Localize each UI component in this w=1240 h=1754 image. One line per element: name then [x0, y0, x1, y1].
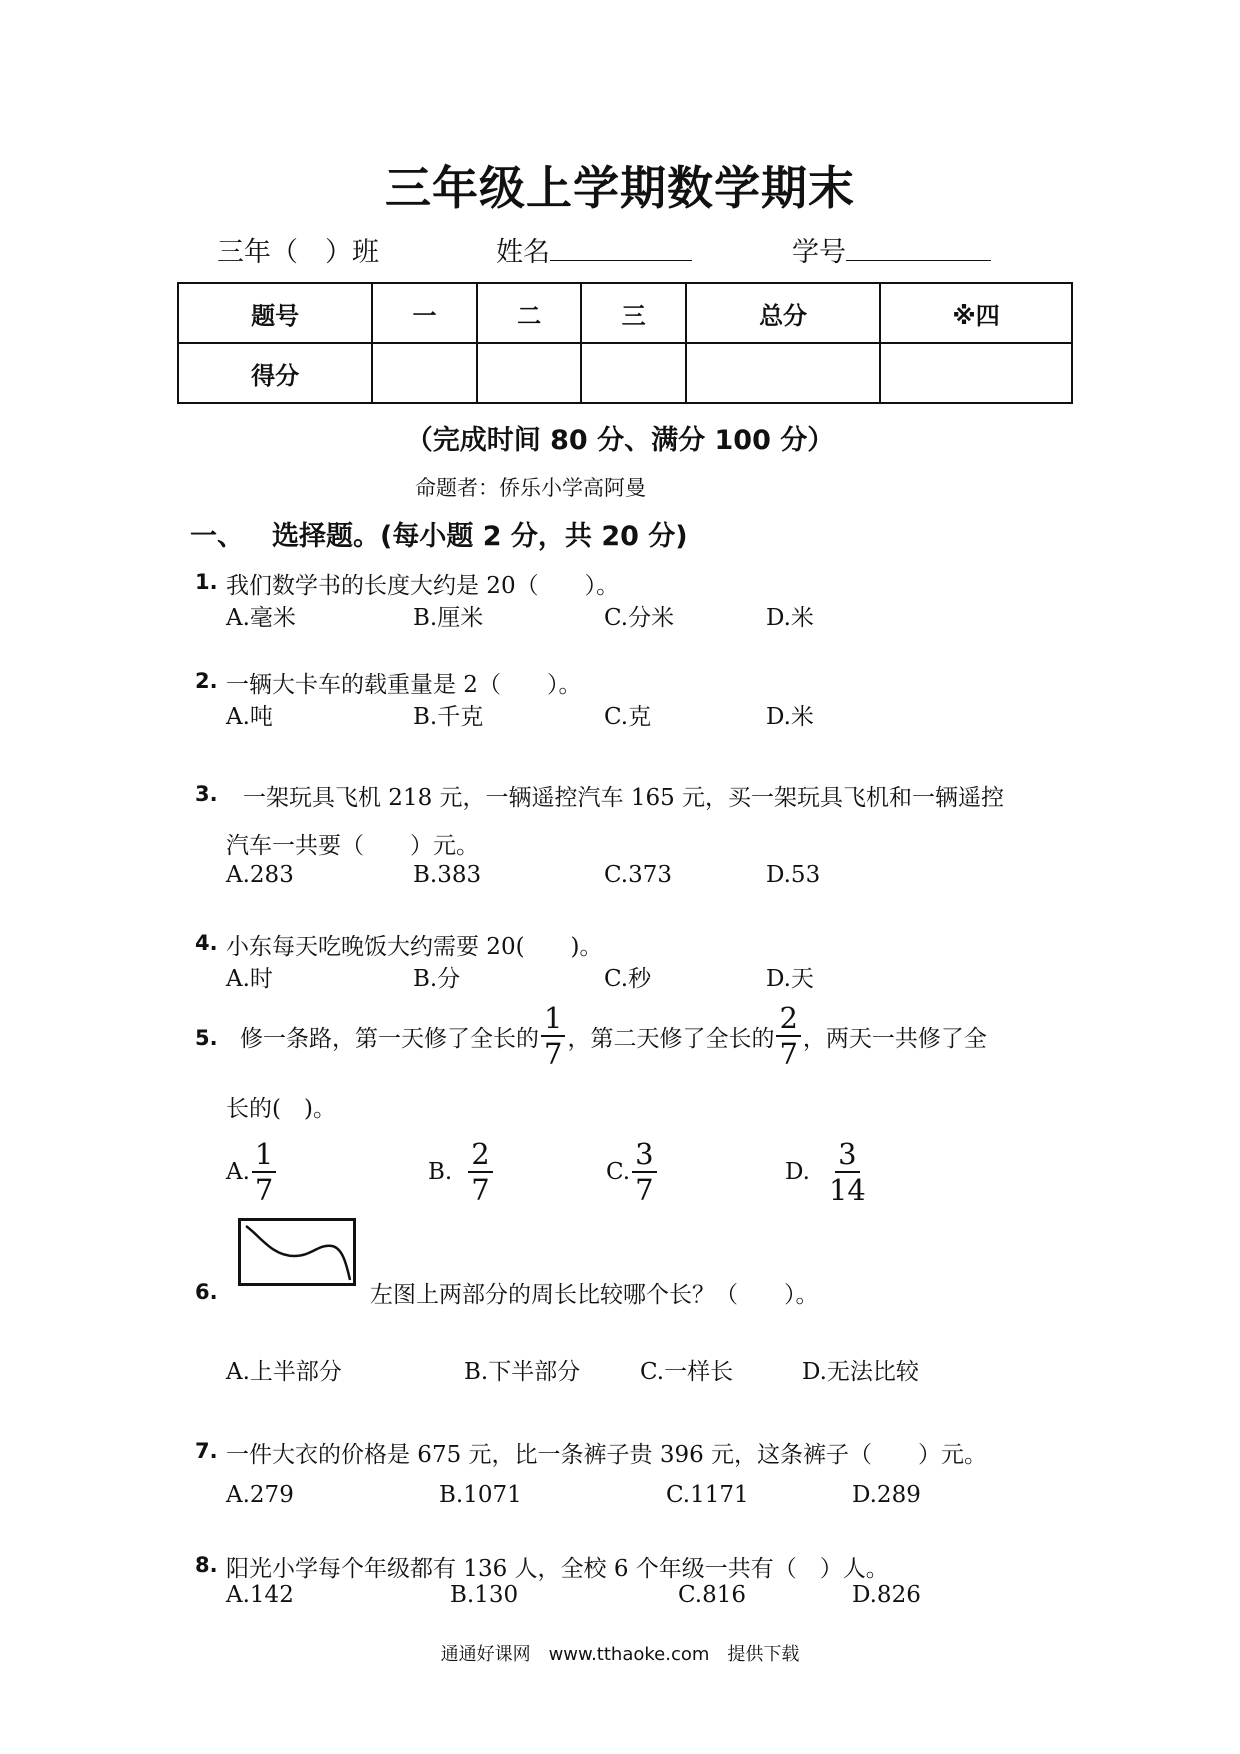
- page-title: 三年级上学期数学期末: [385, 161, 855, 215]
- option[interactable]: C.秒: [604, 966, 652, 992]
- fraction-numerator: 1: [252, 1139, 276, 1173]
- score-header-cell: 二: [477, 283, 582, 343]
- option[interactable]: D.米: [766, 605, 814, 631]
- score-header-cell: 总分: [686, 283, 880, 343]
- fraction: [252, 1136, 276, 1207]
- option-label: C.: [606, 1159, 631, 1185]
- section-title: 选择题。(每小题 2 分，共 20 分): [272, 521, 688, 552]
- option[interactable]: [785, 1132, 871, 1212]
- fraction-denominator: 7: [471, 1173, 490, 1207]
- question-text-part: 修一条路，第一天修了全长的: [240, 1025, 539, 1052]
- question-number: 1.: [195, 570, 218, 594]
- question-number: 5.: [195, 1026, 218, 1050]
- fraction-denominator: 7: [254, 1173, 274, 1207]
- option[interactable]: A.142: [226, 1582, 294, 1608]
- student-id-blank[interactable]: [846, 234, 991, 261]
- option-label: A.: [226, 1159, 250, 1185]
- fraction-denominator: 7: [635, 1173, 654, 1207]
- score-cell[interactable]: [477, 343, 582, 403]
- fraction-denominator: 7: [779, 1037, 798, 1071]
- score-table: [177, 282, 1073, 404]
- rectangle-curve-figure: [238, 1218, 356, 1286]
- name-field: [496, 230, 692, 269]
- option[interactable]: B.分: [413, 966, 461, 992]
- option[interactable]: [226, 1132, 278, 1212]
- option[interactable]: C.一样长: [640, 1359, 734, 1385]
- fraction-numerator: 3: [632, 1139, 656, 1173]
- score-cell[interactable]: [880, 343, 1072, 403]
- question-text: 左图上两部分的周长比较哪个长？（ ）。: [370, 1282, 819, 1308]
- fraction-numerator: 2: [468, 1139, 492, 1173]
- question-text-line2: 汽车一共要（ ）元。: [226, 833, 479, 859]
- question-text: 阳光小学每个年级都有 136 人，全校 6 个年级一共有（ ）人。: [226, 1556, 889, 1582]
- option[interactable]: B.下半部分: [464, 1359, 581, 1385]
- question-number: 8.: [195, 1553, 218, 1577]
- option[interactable]: D.天: [766, 966, 814, 992]
- option[interactable]: C.分米: [604, 605, 675, 631]
- option[interactable]: C.克: [604, 704, 652, 730]
- question-text: 我们数学书的长度大约是 20（ ）。: [226, 573, 620, 599]
- question-text-part: ，第二天修了全长的: [567, 1025, 775, 1052]
- question-number: 4.: [195, 931, 218, 955]
- footer-credit: 通通好课网 www.tthaoke.com 提供下载: [440, 1644, 800, 1665]
- score-header-cell: 题号: [178, 283, 372, 343]
- option[interactable]: C.816: [678, 1582, 746, 1608]
- option-label: D.: [785, 1159, 810, 1185]
- name-blank[interactable]: [550, 234, 692, 261]
- question-number: 3.: [195, 782, 218, 806]
- time-and-score-note: （完成时间 80 分、满分 100 分）: [405, 425, 835, 456]
- question-text-part: ，两天一共修了全: [802, 1025, 987, 1052]
- option[interactable]: D.米: [766, 704, 814, 730]
- option[interactable]: C.1171: [666, 1482, 749, 1508]
- fraction-denominator: 14: [828, 1173, 866, 1207]
- score-row-label: 得分: [178, 343, 372, 403]
- question-text-line1: 一架玩具飞机 218 元，一辆遥控汽车 165 元，买一架玩具飞机和一辆遥控: [243, 785, 1005, 811]
- option[interactable]: A.283: [226, 862, 294, 888]
- score-table-header-row: [178, 283, 1072, 343]
- option[interactable]: B.厘米: [413, 605, 484, 631]
- question-text: 一辆大卡车的载重量是 2（ ）。: [226, 672, 582, 698]
- fraction: [826, 1136, 869, 1207]
- option[interactable]: A.时: [226, 966, 273, 992]
- student-id-label: 学号: [792, 237, 846, 268]
- score-cell[interactable]: [372, 343, 477, 403]
- option[interactable]: B.130: [450, 1582, 519, 1608]
- fraction: [541, 1000, 565, 1071]
- fraction: [632, 1136, 656, 1207]
- score-header-cell: 一: [372, 283, 477, 343]
- option[interactable]: [428, 1132, 495, 1212]
- student-id-field: [792, 230, 991, 269]
- question-number: 7.: [195, 1439, 218, 1463]
- option[interactable]: A.上半部分: [226, 1359, 342, 1385]
- option[interactable]: B.383: [413, 862, 482, 888]
- option-label: B.: [428, 1159, 453, 1185]
- fraction: [468, 1136, 492, 1207]
- score-cell[interactable]: [581, 343, 686, 403]
- name-label: 姓名: [496, 237, 550, 268]
- option[interactable]: A.毫米: [226, 605, 296, 631]
- score-header-cell: 三: [581, 283, 686, 343]
- option[interactable]: B.千克: [413, 704, 484, 730]
- section-number: 一、: [190, 521, 244, 552]
- question-number: 2.: [195, 669, 218, 693]
- option[interactable]: [606, 1132, 659, 1212]
- option[interactable]: D.826: [852, 1582, 921, 1608]
- score-header-cell: ※四: [880, 283, 1072, 343]
- option[interactable]: D.无法比较: [802, 1359, 919, 1385]
- question-text: [240, 996, 987, 1076]
- class-label: 三年（ ）班: [217, 237, 379, 268]
- question-text: 小东每天吃晚饭大约需要 20( )。: [226, 934, 603, 960]
- fraction-numerator: 3: [835, 1139, 859, 1173]
- fraction-denominator: 7: [544, 1037, 563, 1071]
- question-text-line2: 长的( )。: [226, 1096, 336, 1122]
- score-cell[interactable]: [686, 343, 880, 403]
- fraction: [776, 1000, 800, 1071]
- question-number: 6.: [195, 1280, 218, 1304]
- score-table-score-row: [178, 343, 1072, 403]
- option[interactable]: A.吨: [226, 704, 273, 730]
- option[interactable]: D.53: [766, 862, 821, 888]
- author-line: 命题者：侨乐小学高阿曼: [415, 476, 646, 500]
- option[interactable]: A.279: [226, 1482, 294, 1508]
- question-text: 一件大衣的价格是 675 元，比一条裤子贵 396 元，这条裤子（ ）元。: [226, 1442, 988, 1468]
- section-heading: [190, 514, 688, 553]
- fraction-numerator: 1: [541, 1003, 565, 1037]
- option[interactable]: C.373: [604, 862, 672, 888]
- fraction-numerator: 2: [776, 1003, 800, 1037]
- option[interactable]: B.1071: [439, 1482, 522, 1508]
- option[interactable]: D.289: [852, 1482, 921, 1508]
